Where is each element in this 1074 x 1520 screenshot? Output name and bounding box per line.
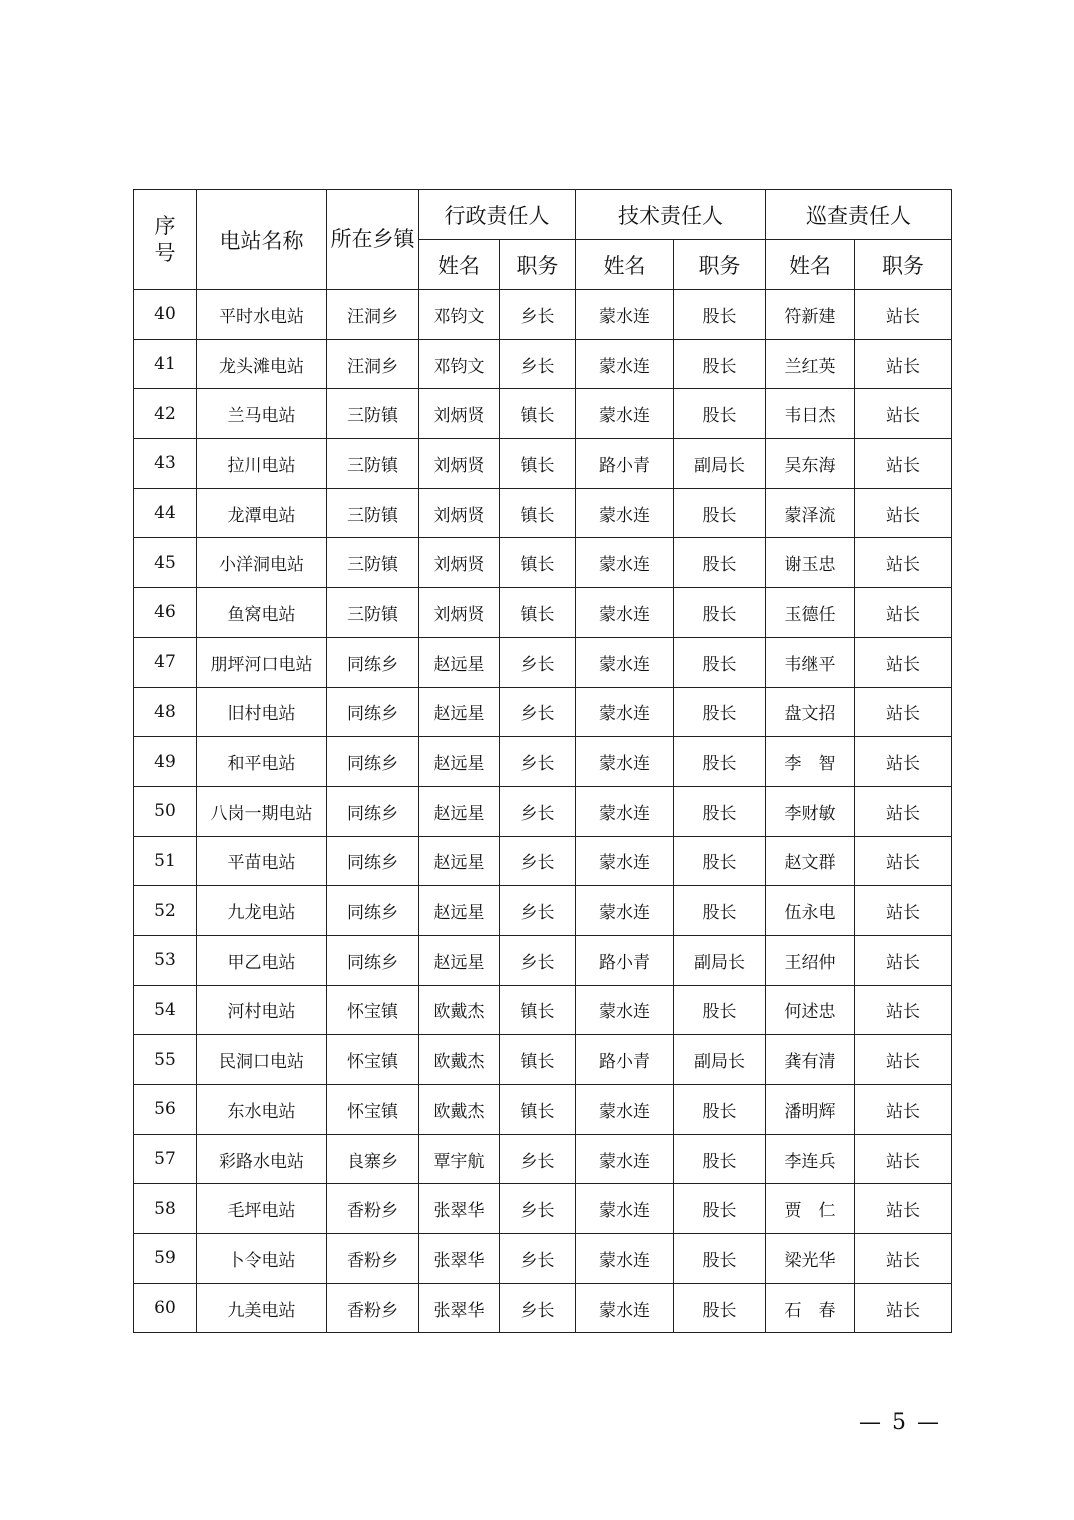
cell-admin-name: 邓钧文	[419, 339, 500, 389]
cell-admin-position: 乡长	[500, 737, 576, 787]
cell-seq: 44	[134, 488, 197, 538]
cell-patrol-position: 站长	[855, 687, 952, 737]
header-row-groups	[134, 190, 952, 240]
cell-patrol-position: 站长	[855, 985, 952, 1035]
table-row	[134, 439, 952, 489]
cell-patrol-name: 吴东海	[766, 439, 855, 489]
cell-admin-name: 刘炳贤	[419, 439, 500, 489]
cell-admin-name: 赵远星	[419, 637, 500, 687]
cell-patrol-name: 龚有清	[766, 1035, 855, 1085]
cell-patrol-position: 站长	[855, 836, 952, 886]
cell-admin-position: 乡长	[500, 339, 576, 389]
header-seq: 序号	[134, 190, 197, 290]
cell-seq: 53	[134, 935, 197, 985]
cell-tech-position: 股长	[674, 836, 766, 886]
cell-seq: 49	[134, 737, 197, 787]
table-row	[134, 290, 952, 340]
cell-seq: 58	[134, 1184, 197, 1234]
cell-admin-name: 张翠华	[419, 1234, 500, 1284]
cell-tech-position: 股长	[674, 1234, 766, 1284]
cell-township: 同练乡	[327, 886, 419, 936]
cell-seq: 54	[134, 985, 197, 1035]
table-row	[134, 389, 952, 439]
cell-station-name: 龙潭电站	[197, 488, 327, 538]
cell-tech-name: 蒙水连	[576, 786, 674, 836]
cell-township: 同练乡	[327, 836, 419, 886]
cell-tech-position: 副局长	[674, 439, 766, 489]
cell-admin-name: 赵远星	[419, 737, 500, 787]
cell-admin-name: 刘炳贤	[419, 389, 500, 439]
table-row	[134, 786, 952, 836]
table-row	[134, 1184, 952, 1234]
cell-tech-name: 路小青	[576, 935, 674, 985]
cell-seq: 55	[134, 1035, 197, 1085]
cell-seq: 45	[134, 538, 197, 588]
cell-station-name: 九龙电站	[197, 886, 327, 936]
header-admin-name: 姓名	[419, 240, 500, 290]
cell-patrol-name: 李连兵	[766, 1134, 855, 1184]
cell-patrol-position: 站长	[855, 588, 952, 638]
cell-patrol-position: 站长	[855, 1035, 952, 1085]
cell-seq: 41	[134, 339, 197, 389]
cell-admin-position: 乡长	[500, 786, 576, 836]
cell-admin-name: 赵远星	[419, 935, 500, 985]
cell-admin-position: 乡长	[500, 1234, 576, 1284]
cell-admin-name: 刘炳贤	[419, 588, 500, 638]
cell-township: 汪洞乡	[327, 290, 419, 340]
cell-station-name: 朋坪河口电站	[197, 637, 327, 687]
cell-tech-name: 蒙水连	[576, 637, 674, 687]
cell-patrol-position: 站长	[855, 637, 952, 687]
cell-admin-name: 刘炳贤	[419, 538, 500, 588]
cell-admin-position: 镇长	[500, 985, 576, 1035]
table-row	[134, 1035, 952, 1085]
cell-seq: 43	[134, 439, 197, 489]
cell-patrol-name: 谢玉忠	[766, 538, 855, 588]
cell-tech-position: 股长	[674, 985, 766, 1035]
cell-patrol-position: 站长	[855, 488, 952, 538]
cell-patrol-position: 站长	[855, 339, 952, 389]
cell-tech-position: 股长	[674, 886, 766, 936]
cell-tech-name: 蒙水连	[576, 687, 674, 737]
cell-tech-position: 股长	[674, 1184, 766, 1234]
cell-township: 香粉乡	[327, 1234, 419, 1284]
cell-tech-name: 蒙水连	[576, 389, 674, 439]
cell-tech-position: 股长	[674, 389, 766, 439]
cell-township: 同练乡	[327, 935, 419, 985]
cell-patrol-name: 梁光华	[766, 1234, 855, 1284]
cell-station-name: 八岗一期电站	[197, 786, 327, 836]
cell-admin-position: 镇长	[500, 538, 576, 588]
cell-admin-position: 乡长	[500, 1184, 576, 1234]
cell-seq: 40	[134, 290, 197, 340]
cell-admin-name: 刘炳贤	[419, 488, 500, 538]
cell-patrol-position: 站长	[855, 538, 952, 588]
table-row	[134, 687, 952, 737]
table-row	[134, 637, 952, 687]
cell-tech-position: 股长	[674, 637, 766, 687]
header-admin-responsible: 行政责任人	[419, 190, 576, 240]
header-patrol-position: 职务	[855, 240, 952, 290]
cell-admin-name: 欧戴杰	[419, 1035, 500, 1085]
cell-patrol-name: 兰红英	[766, 339, 855, 389]
cell-patrol-name: 石 春	[766, 1283, 855, 1333]
cell-tech-name: 蒙水连	[576, 1234, 674, 1284]
table-row	[134, 836, 952, 886]
cell-patrol-position: 站长	[855, 1184, 952, 1234]
table-row	[134, 1234, 952, 1284]
cell-tech-name: 蒙水连	[576, 886, 674, 936]
cell-township: 怀宝镇	[327, 1035, 419, 1085]
cell-admin-position: 镇长	[500, 439, 576, 489]
cell-township: 三防镇	[327, 439, 419, 489]
table-row	[134, 985, 952, 1035]
cell-admin-name: 欧戴杰	[419, 985, 500, 1035]
cell-admin-position: 乡长	[500, 290, 576, 340]
cell-tech-position: 股长	[674, 786, 766, 836]
cell-patrol-name: 韦继平	[766, 637, 855, 687]
table-body	[134, 290, 952, 1333]
cell-station-name: 和平电站	[197, 737, 327, 787]
cell-tech-name: 蒙水连	[576, 1085, 674, 1135]
cell-tech-position: 股长	[674, 538, 766, 588]
cell-tech-position: 股长	[674, 1283, 766, 1333]
cell-admin-name: 赵远星	[419, 886, 500, 936]
cell-admin-position: 乡长	[500, 836, 576, 886]
cell-patrol-position: 站长	[855, 786, 952, 836]
cell-tech-name: 蒙水连	[576, 339, 674, 389]
cell-township: 三防镇	[327, 538, 419, 588]
cell-township: 香粉乡	[327, 1184, 419, 1234]
cell-township: 三防镇	[327, 389, 419, 439]
cell-seq: 51	[134, 836, 197, 886]
table-row	[134, 538, 952, 588]
page-number: — 5 —	[859, 1410, 941, 1435]
cell-patrol-name: 伍永电	[766, 886, 855, 936]
cell-station-name: 九美电站	[197, 1283, 327, 1333]
cell-tech-name: 路小青	[576, 439, 674, 489]
responsibility-table	[133, 189, 952, 1333]
cell-admin-name: 赵远星	[419, 687, 500, 737]
cell-admin-position: 乡长	[500, 935, 576, 985]
cell-tech-name: 蒙水连	[576, 588, 674, 638]
cell-admin-name: 张翠华	[419, 1283, 500, 1333]
cell-admin-position: 镇长	[500, 1035, 576, 1085]
cell-admin-position: 镇长	[500, 588, 576, 638]
cell-patrol-name: 玉德任	[766, 588, 855, 638]
table-row	[134, 1283, 952, 1333]
cell-township: 三防镇	[327, 588, 419, 638]
cell-seq: 42	[134, 389, 197, 439]
cell-township: 汪洞乡	[327, 339, 419, 389]
cell-patrol-name: 潘明辉	[766, 1085, 855, 1135]
cell-township: 同练乡	[327, 786, 419, 836]
cell-patrol-name: 何述忠	[766, 985, 855, 1035]
cell-admin-position: 镇长	[500, 389, 576, 439]
cell-station-name: 龙头滩电站	[197, 339, 327, 389]
header-patrol-name: 姓名	[766, 240, 855, 290]
cell-township: 怀宝镇	[327, 985, 419, 1035]
cell-township: 良寨乡	[327, 1134, 419, 1184]
cell-station-name: 毛坪电站	[197, 1184, 327, 1234]
cell-seq: 56	[134, 1085, 197, 1135]
cell-admin-name: 赵远星	[419, 836, 500, 886]
cell-seq: 57	[134, 1134, 197, 1184]
cell-patrol-position: 站长	[855, 935, 952, 985]
cell-township: 怀宝镇	[327, 1085, 419, 1135]
cell-admin-position: 乡长	[500, 1283, 576, 1333]
cell-station-name: 民洞口电站	[197, 1035, 327, 1085]
header-patrol-responsible: 巡查责任人	[766, 190, 952, 240]
cell-patrol-name: 盘文招	[766, 687, 855, 737]
cell-tech-position: 股长	[674, 488, 766, 538]
cell-patrol-name: 王绍仲	[766, 935, 855, 985]
cell-tech-name: 蒙水连	[576, 836, 674, 886]
cell-seq: 46	[134, 588, 197, 638]
header-tech-position: 职务	[674, 240, 766, 290]
cell-tech-name: 蒙水连	[576, 290, 674, 340]
table-row	[134, 886, 952, 936]
cell-tech-position: 股长	[674, 339, 766, 389]
cell-admin-position: 乡长	[500, 886, 576, 936]
cell-station-name: 河村电站	[197, 985, 327, 1035]
cell-tech-position: 副局长	[674, 935, 766, 985]
cell-patrol-position: 站长	[855, 1134, 952, 1184]
cell-admin-name: 张翠华	[419, 1184, 500, 1234]
table-row	[134, 935, 952, 985]
cell-tech-name: 蒙水连	[576, 1283, 674, 1333]
cell-station-name: 小洋洞电站	[197, 538, 327, 588]
cell-tech-name: 路小青	[576, 1035, 674, 1085]
cell-station-name: 彩路水电站	[197, 1134, 327, 1184]
cell-tech-position: 股长	[674, 588, 766, 638]
cell-seq: 52	[134, 886, 197, 936]
cell-admin-name: 邓钧文	[419, 290, 500, 340]
cell-patrol-position: 站长	[855, 389, 952, 439]
cell-station-name: 旧村电站	[197, 687, 327, 737]
cell-tech-name: 蒙水连	[576, 737, 674, 787]
cell-tech-name: 蒙水连	[576, 1134, 674, 1184]
cell-township: 同练乡	[327, 687, 419, 737]
cell-tech-position: 副局长	[674, 1035, 766, 1085]
cell-tech-name: 蒙水连	[576, 538, 674, 588]
header-tech-name: 姓名	[576, 240, 674, 290]
cell-patrol-name: 赵文群	[766, 836, 855, 886]
cell-township: 同练乡	[327, 637, 419, 687]
cell-admin-position: 镇长	[500, 488, 576, 538]
table-header	[134, 190, 952, 290]
cell-tech-name: 蒙水连	[576, 1184, 674, 1234]
header-admin-position: 职务	[500, 240, 576, 290]
cell-station-name: 平苗电站	[197, 836, 327, 886]
cell-tech-position: 股长	[674, 1134, 766, 1184]
cell-patrol-name: 李 智	[766, 737, 855, 787]
table-row	[134, 737, 952, 787]
cell-admin-position: 乡长	[500, 637, 576, 687]
cell-tech-position: 股长	[674, 687, 766, 737]
cell-admin-position: 镇长	[500, 1085, 576, 1135]
cell-admin-name: 欧戴杰	[419, 1085, 500, 1135]
cell-station-name: 兰马电站	[197, 389, 327, 439]
cell-station-name: 拉川电站	[197, 439, 327, 489]
table-row	[134, 339, 952, 389]
cell-seq: 48	[134, 687, 197, 737]
cell-station-name: 平时水电站	[197, 290, 327, 340]
header-station-name: 电站名称	[197, 190, 327, 290]
cell-station-name: 甲乙电站	[197, 935, 327, 985]
table-row	[134, 488, 952, 538]
cell-patrol-position: 站长	[855, 290, 952, 340]
cell-admin-name: 赵远星	[419, 786, 500, 836]
cell-tech-position: 股长	[674, 737, 766, 787]
cell-tech-name: 蒙水连	[576, 985, 674, 1035]
cell-tech-position: 股长	[674, 290, 766, 340]
cell-seq: 50	[134, 786, 197, 836]
header-tech-responsible: 技术责任人	[576, 190, 766, 240]
cell-admin-position: 乡长	[500, 687, 576, 737]
table-row	[134, 1085, 952, 1135]
cell-tech-position: 股长	[674, 1085, 766, 1135]
cell-patrol-position: 站长	[855, 1085, 952, 1135]
cell-seq: 60	[134, 1283, 197, 1333]
cell-seq: 47	[134, 637, 197, 687]
cell-seq: 59	[134, 1234, 197, 1284]
cell-patrol-position: 站长	[855, 737, 952, 787]
cell-admin-position: 乡长	[500, 1134, 576, 1184]
cell-tech-name: 蒙水连	[576, 488, 674, 538]
cell-station-name: 鱼窝电站	[197, 588, 327, 638]
cell-patrol-position: 站长	[855, 439, 952, 489]
cell-patrol-position: 站长	[855, 886, 952, 936]
cell-patrol-name: 李财敏	[766, 786, 855, 836]
cell-patrol-position: 站长	[855, 1283, 952, 1333]
cell-station-name: 卜令电站	[197, 1234, 327, 1284]
cell-township: 三防镇	[327, 488, 419, 538]
cell-patrol-name: 符新建	[766, 290, 855, 340]
cell-patrol-name: 韦日杰	[766, 389, 855, 439]
header-township: 所在乡镇	[327, 190, 419, 290]
cell-patrol-position: 站长	[855, 1234, 952, 1284]
table-row	[134, 588, 952, 638]
table-row	[134, 1134, 952, 1184]
cell-township: 香粉乡	[327, 1283, 419, 1333]
cell-station-name: 东水电站	[197, 1085, 327, 1135]
cell-patrol-name: 蒙泽流	[766, 488, 855, 538]
cell-admin-name: 覃宇航	[419, 1134, 500, 1184]
cell-patrol-name: 贾 仁	[766, 1184, 855, 1234]
cell-township: 同练乡	[327, 737, 419, 787]
